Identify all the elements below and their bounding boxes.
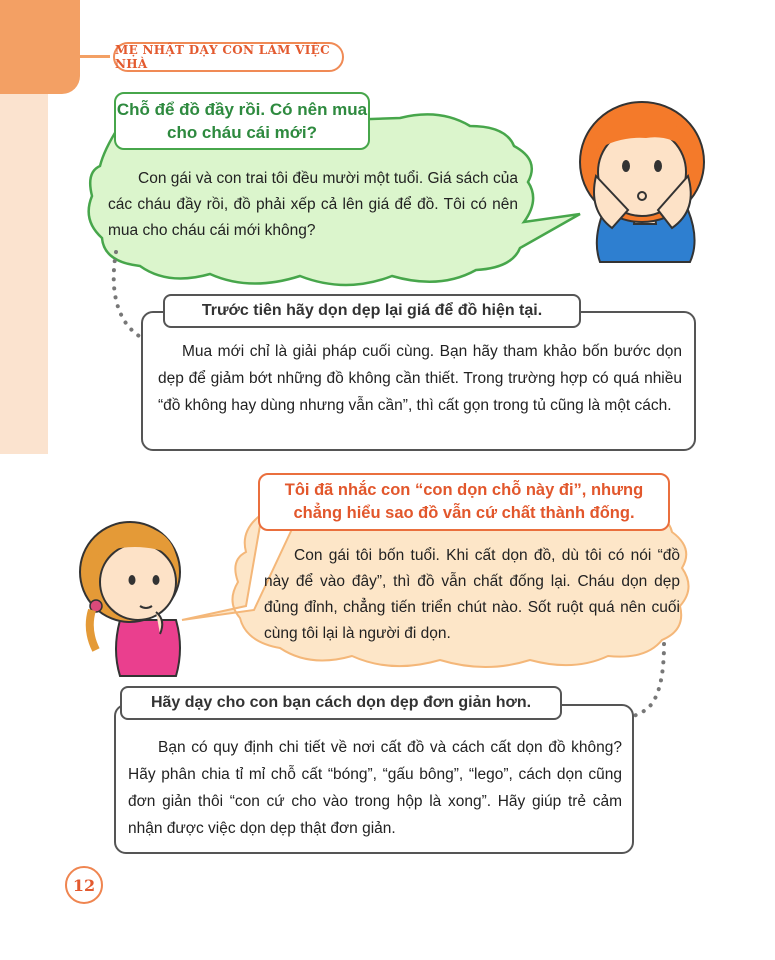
question-text-2: Con gái tôi bốn tuổi. Khi cất dọn đồ, dù tôi có nói “đồ này để vào đây”, thì đồ vẫn chất đống lại. Cháu dọn dẹp đủng đỉnh, chẳng tiến triển chút nào. Sốt ruột quá nên cuối cùng tôi lại là người đi dọn. <box>264 547 680 642</box>
answer-text-1: Mua mới chỉ là giải pháp cuối cùng. Bạn hãy tham khảo bốn bước dọn dẹp để giảm bớt những đồ không cần thiết. Trong trường hợp có quá nhiều “đồ không hay dùng nhưng vẫn cần”, thì cất gọn trong tủ cũng là một cách. <box>158 343 682 414</box>
question-title-1: Chỗ để đồ đầy rồi. Có nên mua cho cháu cái mới? <box>114 92 370 150</box>
running-header: MẸ NHẬT DẠY CON LÀM VIỆC NHÀ <box>113 42 344 72</box>
answer-text-2: Bạn có quy định chi tiết về nơi cất đồ và cách cất dọn đồ không? Hãy phân chia tỉ mỉ chỗ cất “bóng”, “gấu bông”, “lego”, cách dọn cũng đơn giản thôi “con cứ cho vào trong hộp là xong”. Hãy giúp trẻ cảm nhận được việc dọn dẹp thật đơn giản. <box>128 739 622 837</box>
question-text-1: Con gái và con trai tôi đều mười một tuổi. Giá sách của các cháu đầy rồi, đồ phải xếp cả lên giá để đồ. Tôi có nên mua cho cháu cái mới không? <box>108 170 518 239</box>
little-girl-illustration <box>80 522 180 676</box>
answer-title-2: Hãy dạy cho con bạn cách dọn dẹp đơn giản hơn. <box>120 686 562 720</box>
page-number: 12 <box>65 866 103 904</box>
girl-thinking-illustration <box>580 102 704 262</box>
question-title-2: Tôi đã nhắc con “con dọn chỗ này đi”, nhưng chẳng hiểu sao đồ vẫn cứ chất thành đống. <box>258 473 670 531</box>
answer-title-1: Trước tiên hãy dọn dẹp lại giá để đồ hiện tại. <box>163 294 581 328</box>
